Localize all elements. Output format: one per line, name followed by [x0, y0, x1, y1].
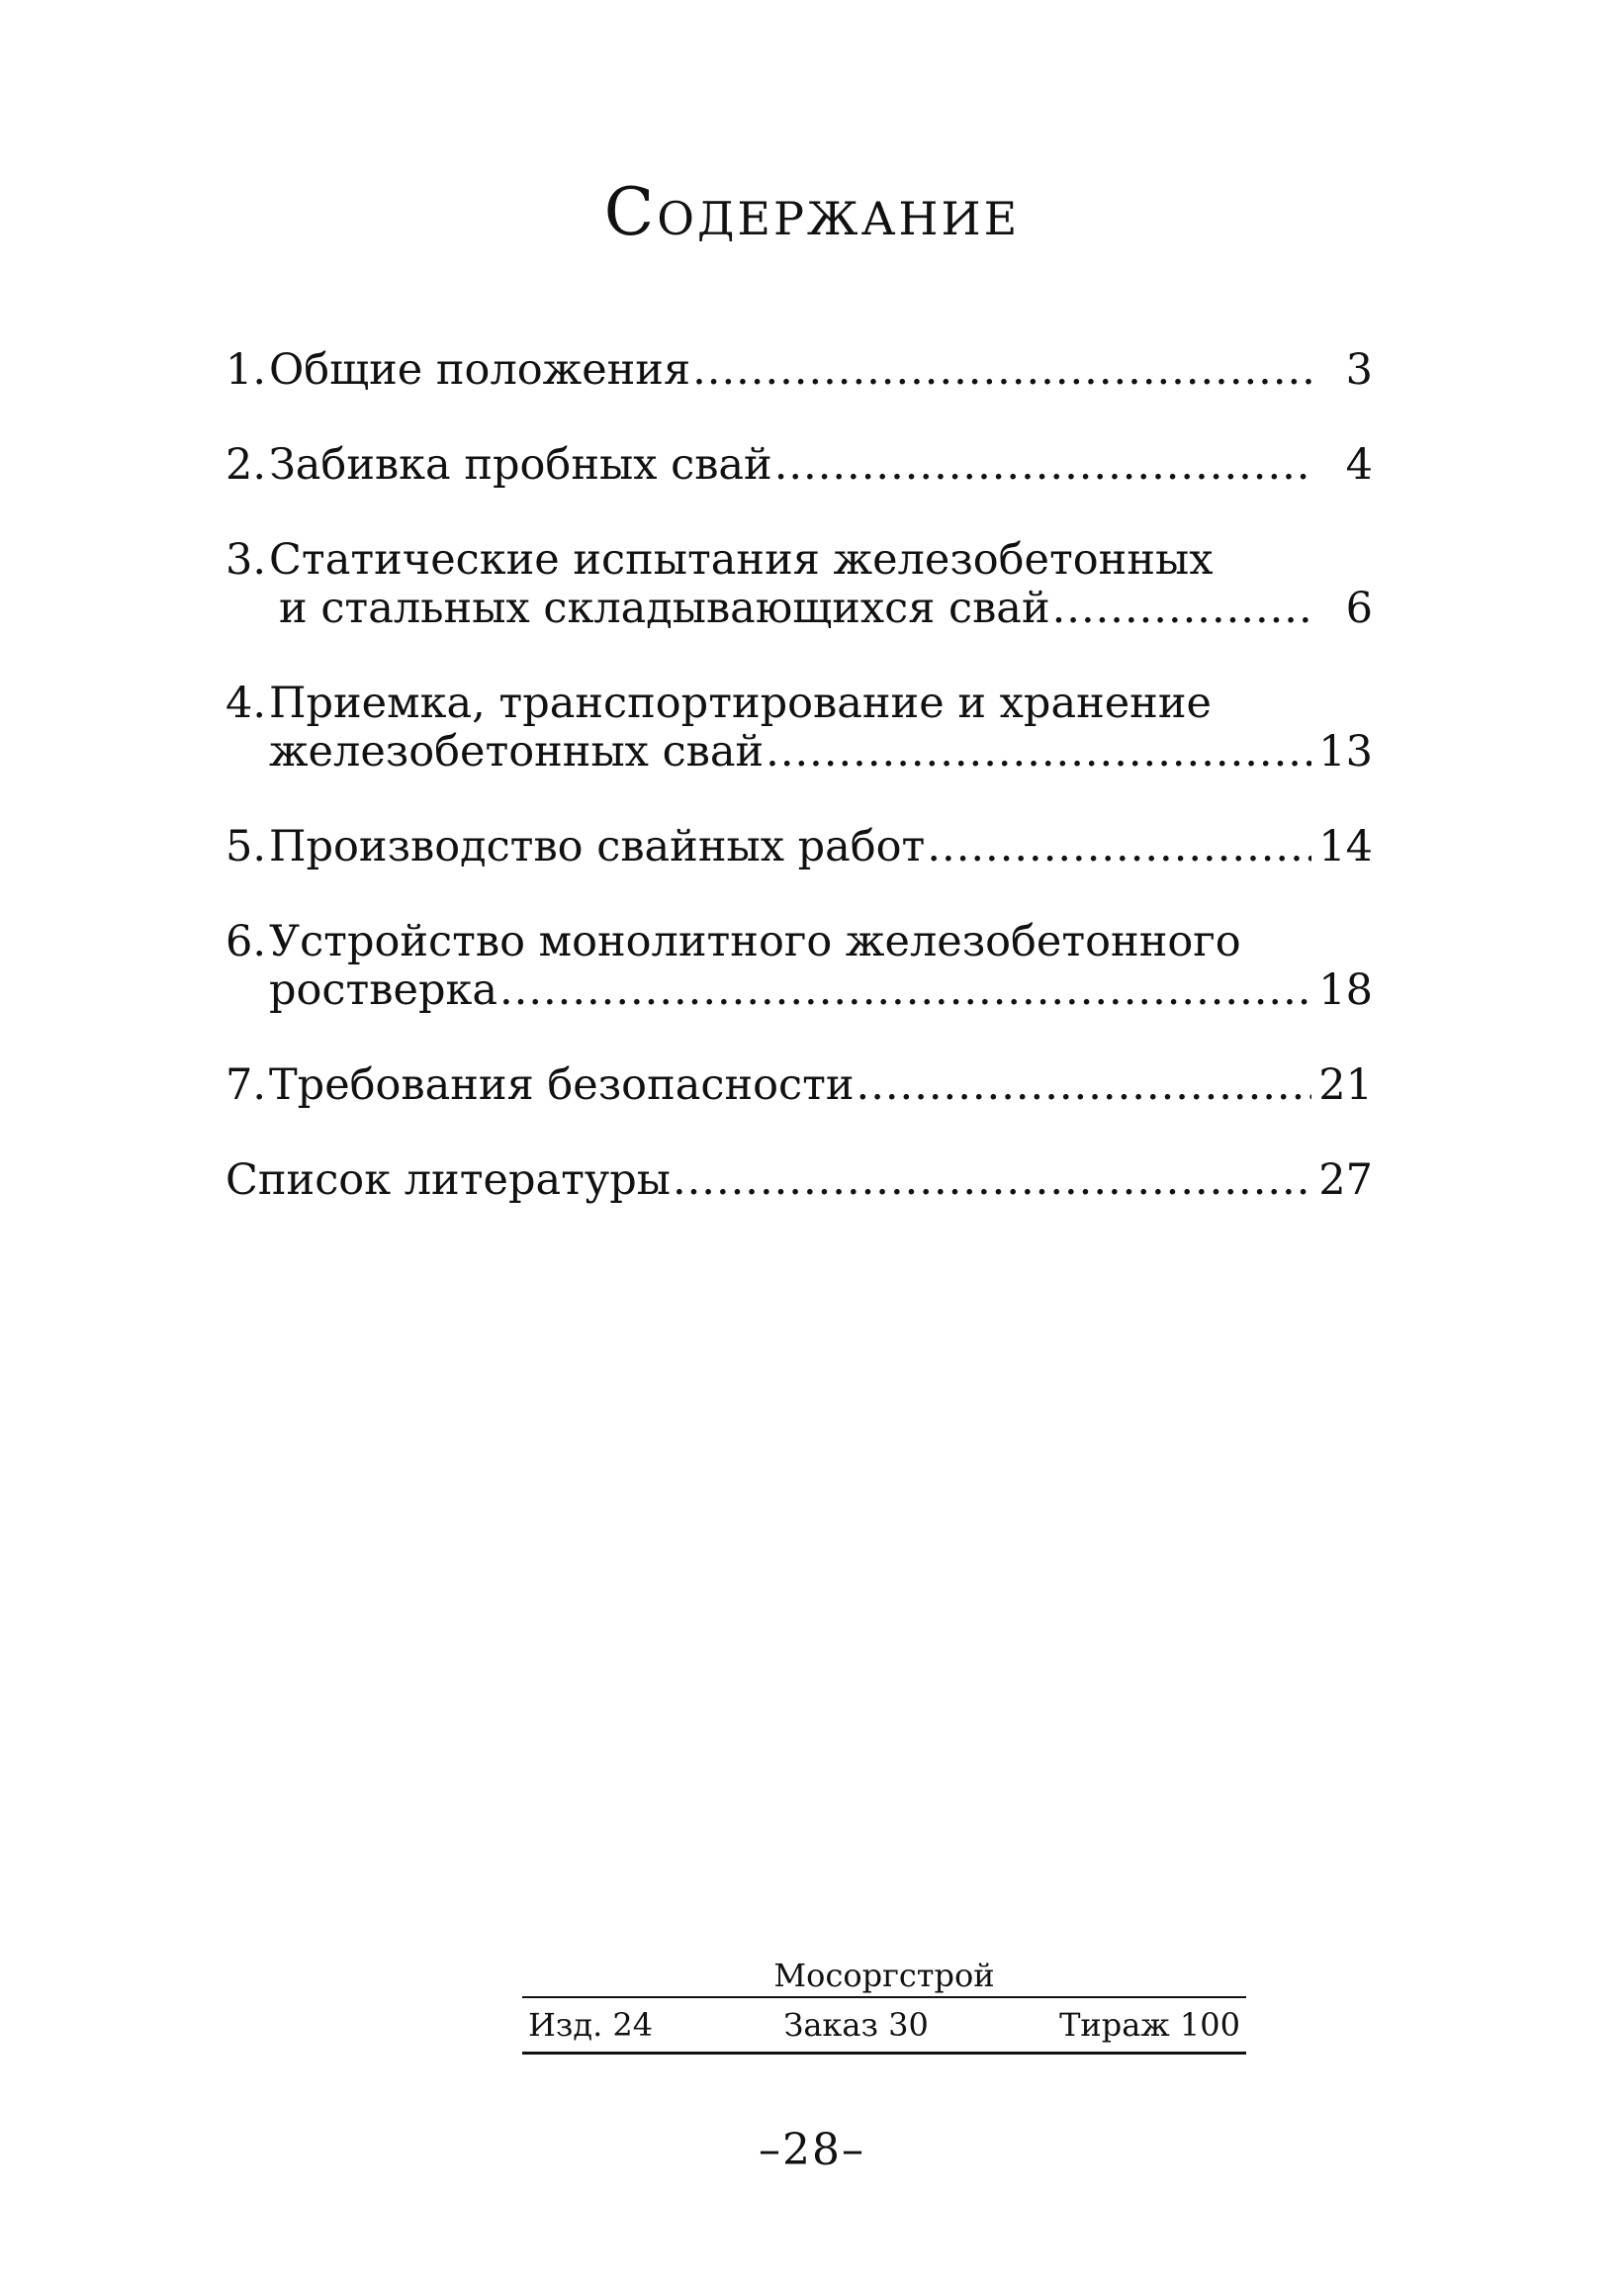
- toc-line: [226, 1061, 1373, 1110]
- order-number: Заказ 30: [783, 2006, 929, 2044]
- toc-entry-number: 1.: [226, 345, 267, 395]
- imprint-details: [522, 1998, 1246, 2055]
- toc-entry-number: 5.: [226, 822, 267, 871]
- toc-entry-title: Забивка пробных свай: [269, 440, 772, 490]
- toc-entry-page: 14: [1318, 822, 1373, 871]
- toc-entry-1: [226, 346, 1373, 395]
- toc-entry-number: 2.: [226, 440, 267, 490]
- toc-entry-page: 18: [1318, 965, 1373, 1015]
- toc-entry-title-continued: и стальных складывающихся свай: [279, 584, 1050, 633]
- edition-number: Изд. 24: [528, 2006, 654, 2044]
- toc-entry-page: 13: [1318, 727, 1373, 777]
- toc-entry-6: [226, 918, 1373, 1015]
- dot-leader: [692, 346, 1311, 395]
- toc-entry-number: 4.: [226, 679, 267, 728]
- toc-line: [226, 966, 1373, 1015]
- toc-line: [226, 1156, 1373, 1205]
- toc-entry-title: Приемка, транспортирование и хранение: [269, 679, 1212, 728]
- toc-entry-2: [226, 441, 1373, 490]
- toc-entry-page: 4: [1345, 440, 1373, 490]
- toc-entry-7: [226, 1061, 1373, 1110]
- toc-entry-number: 3.: [226, 535, 267, 585]
- page-number: –28–: [759, 2125, 865, 2175]
- toc-entry-page: 21: [1318, 1060, 1373, 1110]
- toc-entry-number: 7.: [226, 1060, 267, 1110]
- toc-entry-3: [226, 536, 1373, 633]
- dot-leader: [927, 823, 1311, 871]
- toc-entry-title: Устройство монолитного железобетонного: [269, 917, 1241, 966]
- dot-leader: [766, 728, 1311, 777]
- imprint-block: [522, 1957, 1246, 2055]
- toc-entry-title-continued: железобетонных свай: [269, 727, 765, 777]
- dot-leader: [774, 441, 1311, 490]
- toc-entry-title: Производство свайных работ: [269, 822, 926, 871]
- toc-line: [226, 680, 1373, 728]
- toc-line: [226, 918, 1373, 966]
- toc-entry-number: 6.: [226, 917, 267, 966]
- toc-entry-4: [226, 680, 1373, 777]
- toc-line: [226, 441, 1373, 490]
- page-title: Содержание: [603, 174, 1021, 250]
- toc-entry-5: [226, 823, 1373, 871]
- table-of-contents: [226, 346, 1373, 1251]
- toc-entry-title: Статические испытания железобетонных: [269, 535, 1214, 585]
- toc-entry-page: 27: [1318, 1155, 1373, 1205]
- toc-entry-title: Список литературы: [226, 1155, 671, 1205]
- toc-entry-page: 6: [1345, 584, 1373, 633]
- dot-leader: [499, 966, 1311, 1015]
- dot-leader: [1052, 585, 1311, 633]
- toc-line: [226, 585, 1373, 633]
- toc-entry-title: Требования безопасности: [269, 1060, 855, 1110]
- toc-line: [226, 823, 1373, 871]
- dot-leader: [857, 1061, 1311, 1110]
- publisher-row: [522, 1957, 1246, 1998]
- toc-entry-page: 3: [1345, 345, 1373, 395]
- dot-leader: [673, 1156, 1311, 1205]
- toc-entry-title-continued: ростверка: [269, 965, 497, 1015]
- toc-line: [226, 346, 1373, 395]
- toc-entry-references: [226, 1156, 1373, 1205]
- toc-line: [226, 536, 1373, 585]
- print-run: Тираж 100: [1059, 2006, 1240, 2044]
- toc-line: [226, 728, 1373, 777]
- toc-entry-title: Общие положения: [269, 345, 691, 395]
- publisher-name: Мосоргстрой: [773, 1957, 995, 1994]
